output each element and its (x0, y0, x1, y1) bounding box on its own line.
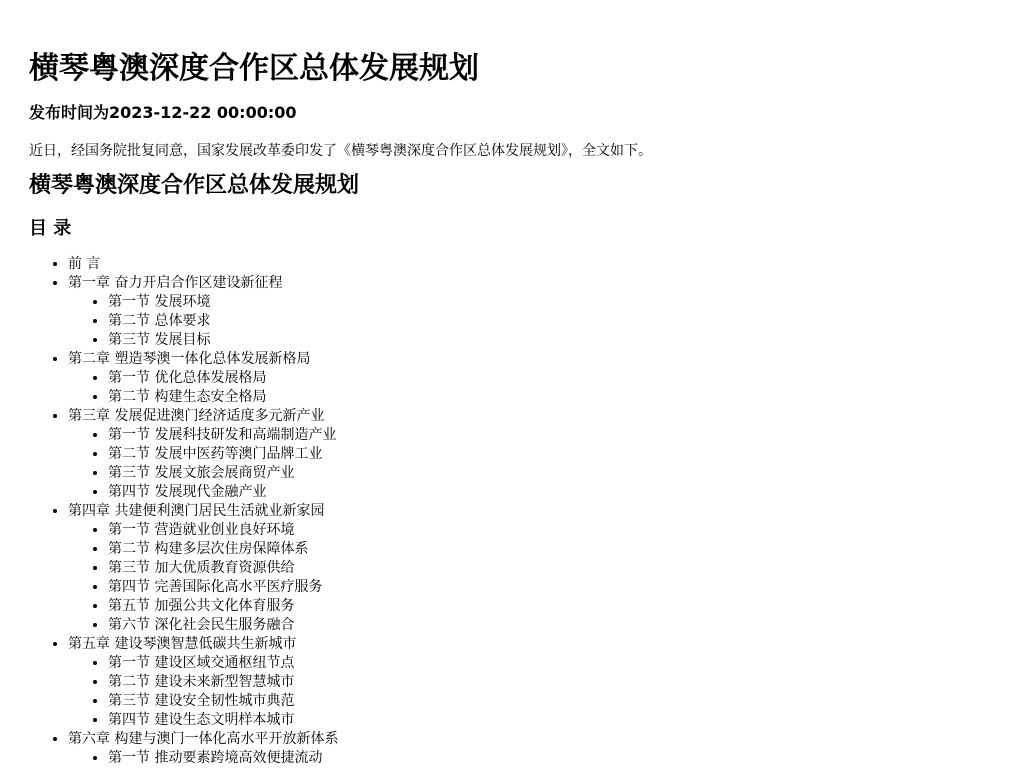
toc-chapter-label: 第四章 共建便利澳门居民生活就业新家园 (68, 503, 325, 519)
toc-section-item: • 第三节 发展文旅会展商贸产业 (108, 464, 995, 483)
toc-section-list (68, 654, 995, 730)
toc-section-item: • 第二节 发展中医药等澳门品牌工业 (108, 445, 995, 464)
toc-chapter-label: 前 言 (68, 256, 101, 272)
table-of-contents (29, 255, 995, 768)
toc-chapter-item (68, 407, 995, 502)
toc-section-item: • 第二节 构建多层次住房保障体系 (108, 540, 995, 559)
toc-chapter-label: 第二章 塑造琴澳一体化总体发展新格局 (68, 351, 311, 367)
toc-section-item: • 第一节 建设区域交通枢纽节点 (108, 654, 995, 673)
toc-chapter-item (68, 255, 995, 274)
toc-section-item: • 第一节 推动要素跨境高效便捷流动 (108, 749, 995, 768)
toc-section-item: • 第二节 建设未来新型智慧城市 (108, 673, 995, 692)
toc-chapter-item (68, 635, 995, 730)
toc-section-item: • 第一节 发展环境 (108, 293, 995, 312)
toc-chapter-label: 第一章 奋力开启合作区建设新征程 (68, 275, 283, 291)
toc-section-list (68, 426, 995, 502)
toc-section-item: • 第五节 加强公共文化体育服务 (108, 597, 995, 616)
toc-section-item: • 第三节 建设安全韧性城市典范 (108, 692, 995, 711)
toc-chapter-item (68, 350, 995, 407)
toc-chapter-label: 第六章 构建与澳门一体化高水平开放新体系 (68, 731, 339, 747)
toc-section-item: • 第四节 发展现代金融产业 (108, 483, 995, 502)
document-subtitle: 横琴粤澳深度合作区总体发展规划 (29, 173, 360, 198)
toc-section-item: • 第一节 发展科技研发和高端制造产业 (108, 426, 995, 445)
toc-chapter-label: 第三章 发展促进澳门经济适度多元新产业 (68, 408, 325, 424)
page-title: 横琴粤澳深度合作区总体发展规划 (29, 51, 479, 86)
toc-heading: 目 录 (29, 218, 72, 239)
toc-section-item: • 第三节 发展目标 (108, 331, 995, 350)
toc-chapter-item (68, 730, 995, 768)
toc-section-item: • 第三节 加大优质教育资源供给 (108, 559, 995, 578)
toc-section-list (68, 749, 995, 768)
toc-section-list (68, 521, 995, 635)
intro-paragraph: 近日，经国务院批复同意，国家发展改革委印发了《横琴粤澳深度合作区总体发展规划》，全文如下。 (29, 143, 652, 159)
toc-chapter-label: 第五章 建设琴澳智慧低碳共生新城市 (68, 636, 297, 652)
toc-section-item: • 第四节 建设生态文明样本城市 (108, 711, 995, 730)
publish-date: 发布时间为2023-12-22 00:00:00 (29, 103, 297, 122)
toc-section-item: • 第一节 营造就业创业良好环境 (108, 521, 995, 540)
toc-section-list (68, 293, 995, 350)
toc-chapter-item (68, 274, 995, 350)
toc-section-list (68, 369, 995, 407)
toc-chapter-item (68, 502, 995, 635)
toc-section-item: • 第一节 优化总体发展格局 (108, 369, 995, 388)
toc-section-item: • 第四节 完善国际化高水平医疗服务 (108, 578, 995, 597)
toc-section-item: • 第六节 深化社会民生服务融合 (108, 616, 995, 635)
toc-section-item: • 第二节 总体要求 (108, 312, 995, 331)
toc-section-item: • 第二节 构建生态安全格局 (108, 388, 995, 407)
